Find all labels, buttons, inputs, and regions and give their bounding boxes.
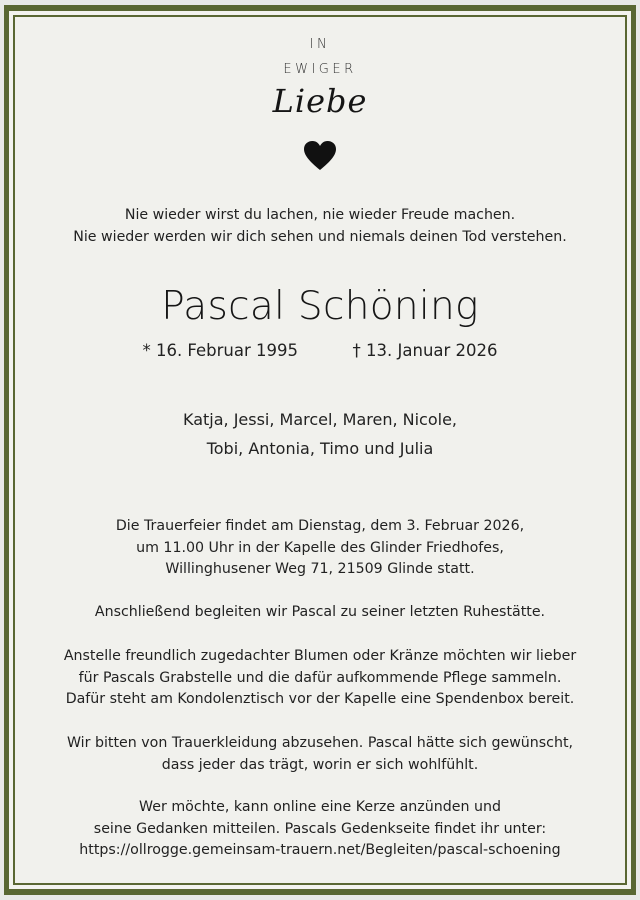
paragraph-line: Anschließend begleiten wir Pascal zu seiner letzten Ruhestätte. bbox=[94, 604, 546, 620]
birth-date: * 16. Februar 1995 bbox=[142, 341, 299, 360]
heart-icon bbox=[0, 140, 640, 176]
paragraph-line: für Pascals Grabstelle und die dafür aufkommende Pflege sammeln. bbox=[78, 669, 562, 686]
verse-line: Nie wieder wirst du lachen, nie wieder Freude machen. bbox=[124, 207, 516, 223]
memorial-url-link[interactable]: https://ollrogge.gemeinsam-trauern.net/Begleiten/pascal-schoening bbox=[79, 842, 561, 858]
paragraph-online-memorial bbox=[0, 797, 640, 862]
header-line-ewiger: EWIGER bbox=[283, 62, 357, 77]
death-date: † 13. Januar 2026 bbox=[352, 341, 498, 360]
header-line-in: IN bbox=[309, 37, 331, 52]
paragraph-line: Anstelle freundlich zugedachter Blumen oder Kränze möchten wir lieber bbox=[63, 648, 577, 664]
mourners-line: Katja, Jessi, Marcel, Maren, Nicole, bbox=[182, 410, 458, 429]
paragraph-dresscode bbox=[0, 733, 640, 776]
verse bbox=[0, 205, 640, 248]
paragraph-line: dass jeder das trägt, worin er sich wohlfühlt. bbox=[161, 756, 479, 773]
paragraph-burial bbox=[0, 602, 640, 624]
mourners-line: Tobi, Antonia, Timo und Julia bbox=[206, 439, 434, 458]
paragraph-line: um 11.00 Uhr in der Kapelle des Glinder Friedhofes, bbox=[136, 539, 504, 556]
deceased-name: Pascal Schöning bbox=[161, 284, 479, 329]
paragraph-line: Dafür steht am Kondolenztisch vor der Kapelle eine Spendenbox bereit. bbox=[65, 691, 575, 707]
paragraph-line: Die Trauerfeier findet am Dienstag, dem 3. Februar 2026, bbox=[115, 518, 525, 534]
paragraph-service bbox=[0, 516, 640, 581]
life-dates bbox=[0, 341, 640, 360]
mourners bbox=[0, 405, 640, 463]
paragraph-line: Willinghusener Weg 71, 21509 Glinde statt. bbox=[165, 561, 475, 577]
paragraph-line: Wer möchte, kann online eine Kerze anzünden und bbox=[139, 799, 501, 815]
paragraph-donation bbox=[0, 646, 640, 711]
header-script-liebe: Liebe bbox=[272, 82, 368, 120]
paragraph-line: seine Gedanken mitteilen. Pascals Gedenkseite findet ihr unter: bbox=[93, 820, 547, 837]
paragraph-line: Wir bitten von Trauerkleidung abzusehen. Pascal hätte sich gewünscht, bbox=[66, 735, 574, 751]
verse-line: Nie wieder werden wir dich sehen und niemals deinen Tod verstehen. bbox=[73, 228, 567, 245]
